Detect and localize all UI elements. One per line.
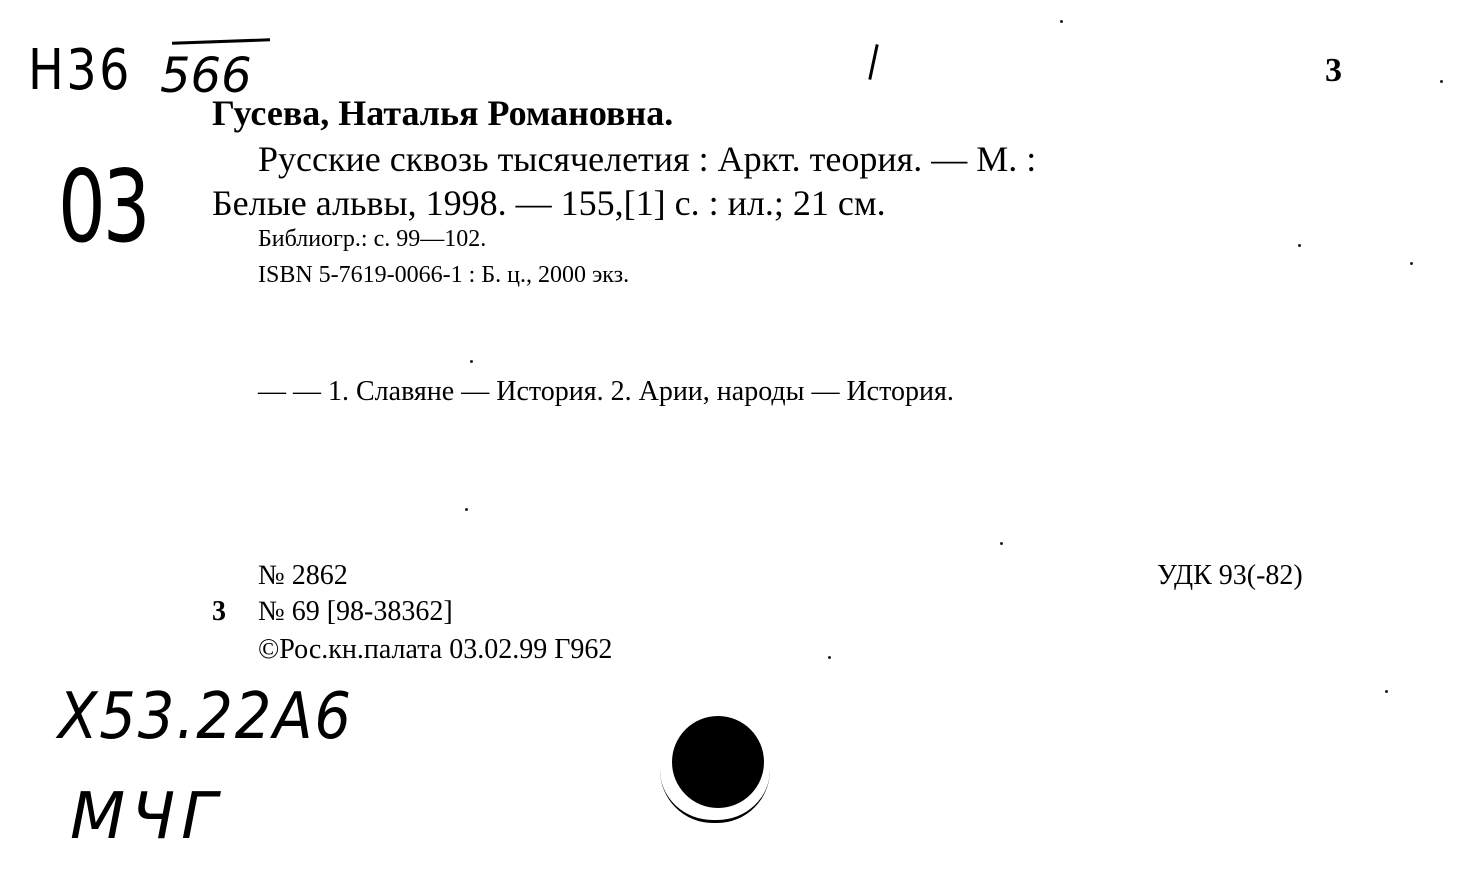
speck [1060, 20, 1063, 23]
shelf-mark-line2: 03 [58, 148, 148, 265]
author-heading: Гусева, Наталья Романовна. [212, 93, 674, 133]
library-code: МЧГ [70, 780, 223, 854]
shelf-mark-suffix: 566 [160, 48, 252, 104]
speck [465, 508, 468, 511]
isbn-line: ISBN 5-7619-0066-1 : Б. ц., 2000 экз. [258, 262, 630, 288]
speck [470, 360, 473, 363]
shelf-mark-overline [172, 38, 270, 44]
book-chamber-credit: ©Рос.кн.палата 03.02.99 Г962 [258, 634, 613, 665]
subject-headings: — — 1. Славяне — История. 2. Арии, народы — История. [258, 376, 954, 407]
title-line: Русские сквозь тысячелетия : Аркт. теория. — М. : [258, 139, 1037, 179]
registration-number: № 69 [98-38362] [258, 596, 453, 627]
classification-index: Х53.22А6 [58, 680, 353, 754]
speck [1385, 690, 1388, 693]
pencil-stroke [868, 44, 878, 80]
bibliography-note: Библиогр.: с. 99—102. [258, 226, 487, 252]
speck [1440, 80, 1443, 83]
imprint-line: Белые альвы, 1998. — 155,[1] с. : ил.; 21 см. [212, 183, 886, 223]
card-number-prefix: 3 [212, 596, 226, 627]
speck [1000, 542, 1003, 545]
punch-hole-arc [660, 770, 770, 823]
card-number: № 2862 [258, 560, 348, 591]
page-number: 3 [1325, 52, 1342, 89]
speck [1410, 262, 1413, 265]
speck [828, 656, 831, 659]
udc-classification: УДК 93(-82) [1157, 560, 1303, 591]
speck [1298, 244, 1301, 247]
shelf-mark-line1: Н36 [28, 38, 133, 103]
